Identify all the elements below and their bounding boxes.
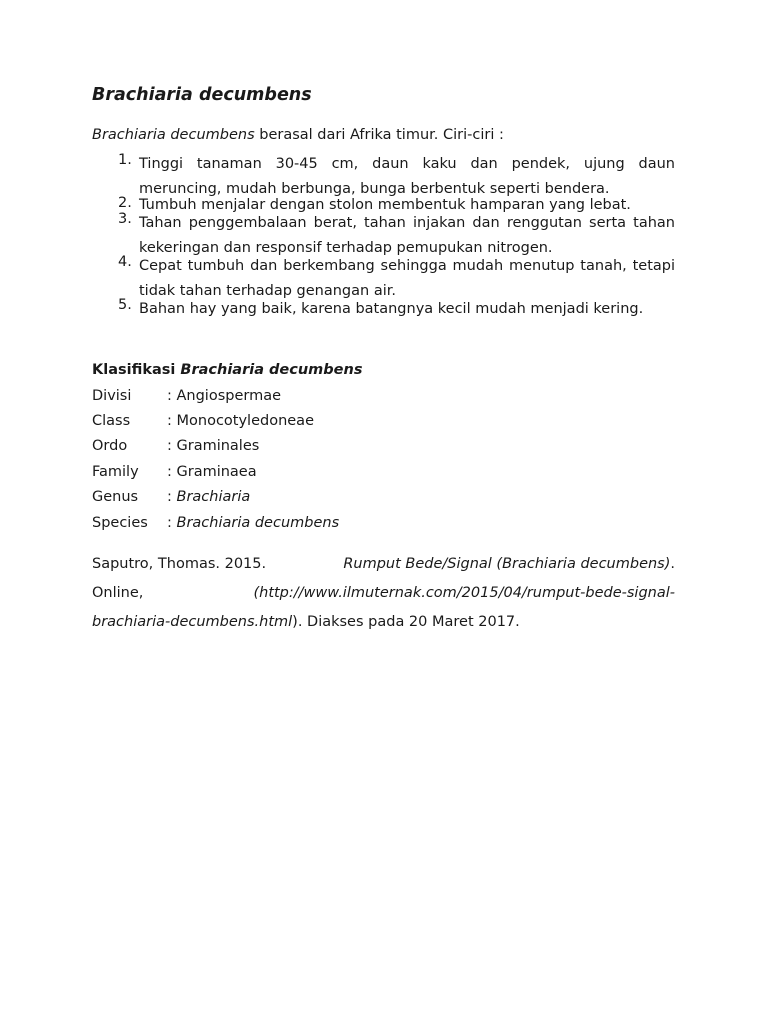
reference-citation [92,550,675,637]
classification-value: : Graminaea [167,464,257,480]
list-item-number: 2. [118,195,132,211]
classification-label: Class [92,413,131,429]
classification-value: : Graminales [167,438,260,454]
list-item-text: Tahan penggembalaan berat, tahan injakan dan renggutan serta tahan kekeringan dan responsif terhadap pemupukan nitrogen. [139,215,675,256]
classification-label: Ordo [92,438,128,454]
reference-title: Rumput Bede/Signal (Brachiaria decumbens) [343,556,671,572]
list-item-number: 5. [118,297,132,313]
reference-part1: Saputro, Thomas. 2015. [92,556,267,572]
classification-value-prefix: : [167,515,177,531]
classification-row-species [92,515,339,531]
reference-url-line2: brachiaria-decumbens.html [92,614,293,630]
classification-heading [92,362,362,378]
classification-heading-species: Brachiaria decumbens [180,362,363,378]
reference-line-2 [92,579,675,608]
reference-line-1 [92,550,675,579]
classification-label: Genus [92,489,139,505]
intro-paragraph [92,127,504,143]
reference-url-line1: (http://www.ilmuternak.com/2015/04/rumput-bede-signal- [253,585,675,601]
classification-row-class [92,413,314,429]
list-item-text: Tumbuh menjalar dengan stolon membentuk hamparan yang lebat. [139,197,631,213]
list-item-number: 3. [118,211,132,227]
list-item-number: 1. [118,152,132,168]
classification-row-genus [92,489,250,505]
classification-value-italic: Brachiaria decumbens [176,515,340,531]
classification-row-divisi [92,388,281,404]
page-title: Brachiaria decumbens [92,85,312,105]
classification-value: : Monocotyledoneae [167,413,314,429]
classification-row-family [92,464,257,480]
reference-online-label: Online, [92,585,144,601]
classification-value: : Angiospermae [167,388,282,404]
reference-line-3 [92,608,675,637]
classification-label: Species [92,515,148,531]
list-item-text: Tinggi tanaman 30-45 cm, daun kaku dan pendek, ujung daun meruncing, mudah berbunga, bunga berbentuk seperti bendera. [139,156,675,197]
classification-label: Divisi [92,388,132,404]
list-item-number: 4. [118,254,132,270]
intro-text: berasal dari Afrika timur. Ciri-ciri : [254,127,504,143]
classification-heading-prefix: Klasifikasi [92,362,181,378]
classification-label: Family [92,464,139,480]
reference-part2: . [670,556,675,572]
intro-species: Brachiaria decumbens [92,127,255,143]
classification-value-prefix: : [167,489,177,505]
list-item-text: Cepat tumbuh dan berkembang sehingga mudah menutup tanah, tetapi tidak tahan terhadap genangan air. [139,258,675,299]
classification-value-italic: Brachiaria [176,489,251,505]
classification-row-ordo [92,438,259,454]
list-item-text: Bahan hay yang baik, karena batangnya kecil mudah menjadi kering. [139,301,644,317]
reference-part3: ). Diakses pada 20 Maret 2017. [292,614,520,630]
reference-title-wrap [343,550,675,579]
